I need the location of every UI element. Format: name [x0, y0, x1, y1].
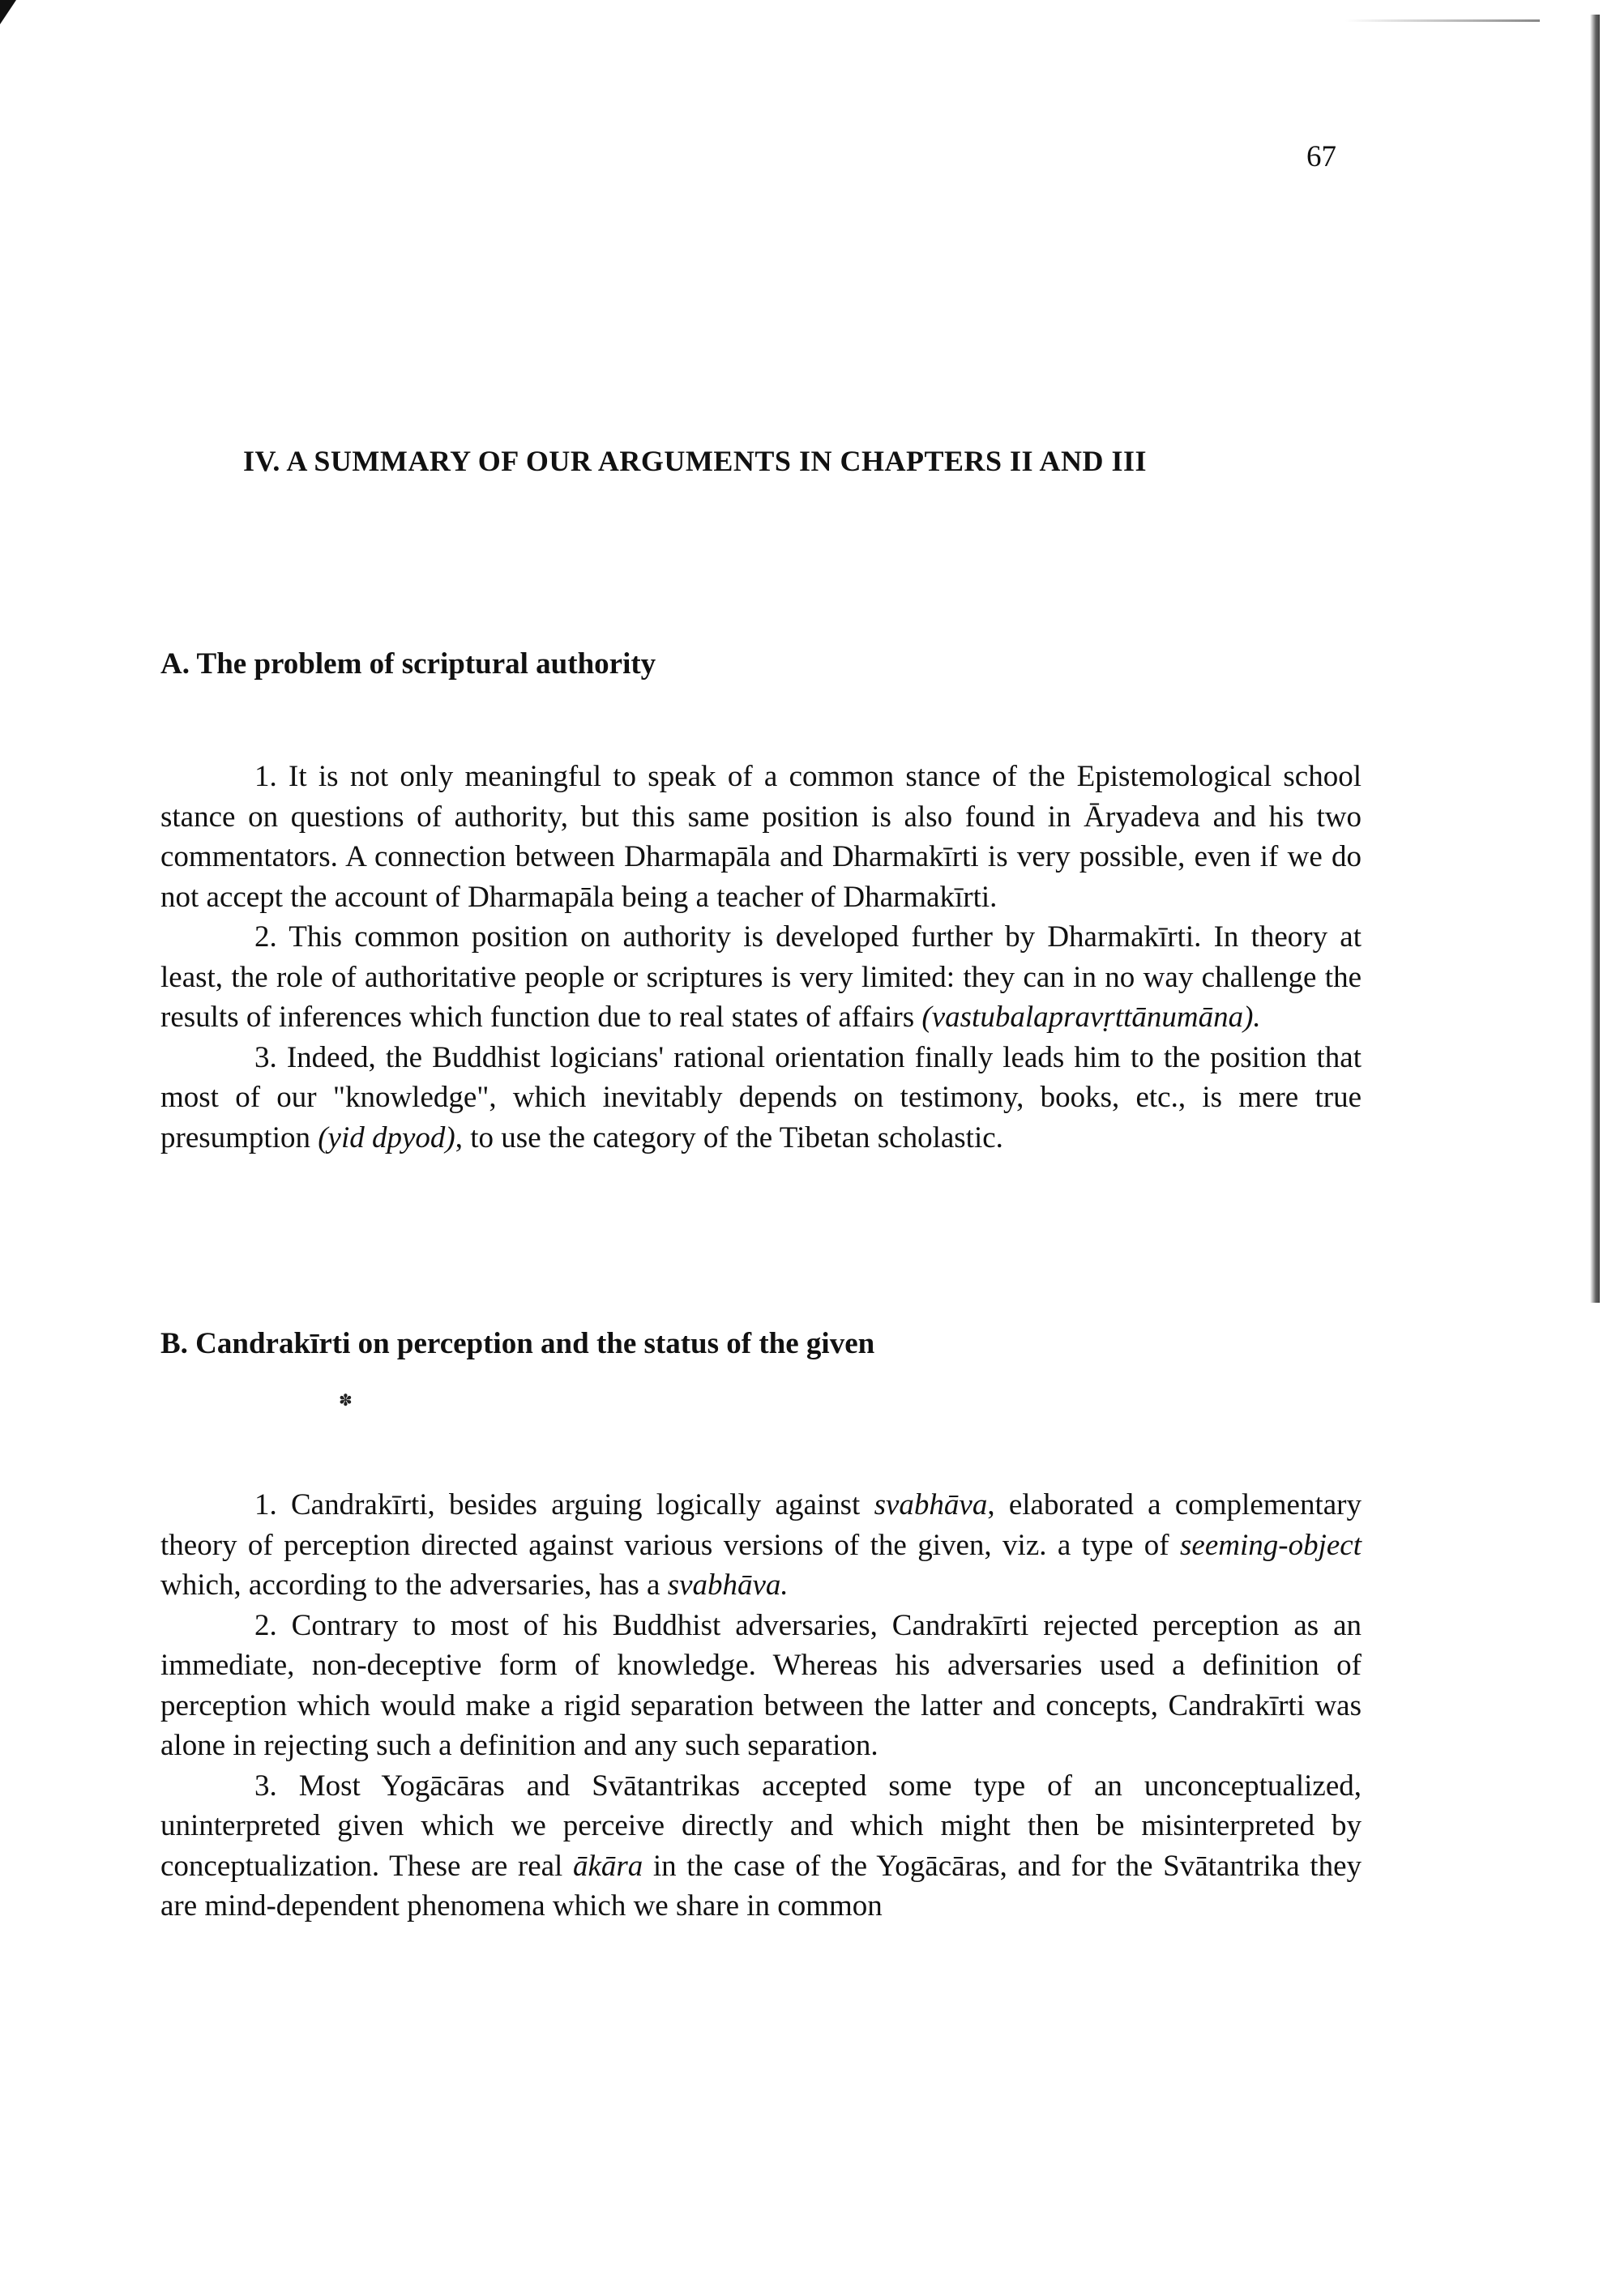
section-a-paragraph-3	[160, 1038, 1361, 1159]
svabhava-term-2: svabhāva.	[667, 1568, 789, 1602]
scan-speck-artifact: ✽	[339, 1392, 353, 1410]
page-number: 67	[1306, 140, 1336, 173]
svabhava-term: svabhāva	[874, 1488, 988, 1521]
section-b-p3-part-a: 3. Most Yogācāras and Svātantrikas accepted some type of an unconceptualized, uninterpreted given which we perceive directly and which might then be misinterpreted by conceptualization. These are real	[160, 1769, 1361, 1883]
section-a-heading: A. The problem of scriptural authority	[160, 647, 656, 681]
section-a-paragraph-2	[160, 917, 1361, 1038]
section-b-paragraph-3	[160, 1766, 1361, 1927]
section-a-paragraph-3-text: 3. Indeed, the Buddhist logicians' rational orientation finally leads him to the position that most of our "knowledge", which inevitably depends on testimony, books, etc., is mere true presumption	[160, 1040, 1361, 1154]
section-a-paragraph-1: 1. It is not only meaningful to speak of a common stance of the Epistemological school stance on questions of authority, but this same position is also found in Āryadeva and his two commentators. A connection between Dharmapāla and Dharmakīrti is very possible, even if we do not accept the account of Dharmapāla being a teacher of Dharmakīrti.	[160, 760, 1361, 914]
section-b-p1-part-a: 1. Candrakīrti, besides arguing logically against	[254, 1488, 874, 1521]
vastubala-term: (vastubalapravṛttānumāna).	[921, 1001, 1261, 1034]
section-a-paragraph-2-text: 2. This common position on authority is developed further by Dharmakīrti. In theory at least, the role of authoritative people or scriptures is very limited: they can in no way challenge the results of inferences which function due to real states of affairs	[160, 920, 1361, 1034]
section-b-heading: B. Candrakīrti on perception and the status of the given	[160, 1327, 875, 1360]
scan-right-edge	[1590, 15, 1600, 1303]
section-b-paragraph-1	[160, 1485, 1361, 1606]
section-b-p1-part-b: , elaborated a complementary theory of perception directed against various versions of the given, viz. a type of	[160, 1488, 1361, 1562]
scan-top-artifact	[1345, 19, 1540, 22]
section-a-body	[160, 757, 1361, 1158]
section-b-p3-part-b: in the case of the Yogācāras, and for the Svātantrika they are mind-dependent phenomena which we share in common	[160, 1849, 1361, 1923]
seeming-object-term: seeming-object	[1180, 1528, 1361, 1562]
section-b-paragraph-2: 2. Contrary to most of his Buddhist adversaries, Candrakīrti rejected perception as an immediate, non-deceptive form of knowledge. Whereas his adversaries used a definition of perception which would make a rigid separation between the latter and concepts, Candrakīrti was alone in rejecting such a definition and any such separation.	[160, 1608, 1361, 1762]
scan-corner-mark	[0, 0, 16, 24]
section-b-body	[160, 1485, 1361, 1927]
akara-term: ākāra	[572, 1849, 643, 1883]
section-b-p1-part-c: which, according to the adversaries, has a	[160, 1568, 668, 1602]
section-a-paragraph-3-tail: , to use the category of the Tibetan scholastic.	[455, 1120, 1003, 1154]
chapter-title: IV. A SUMMARY OF OUR ARGUMENTS IN CHAPTERS II AND III	[243, 445, 1148, 477]
yid-dpyod-term: (yid dpyod)	[318, 1120, 455, 1154]
